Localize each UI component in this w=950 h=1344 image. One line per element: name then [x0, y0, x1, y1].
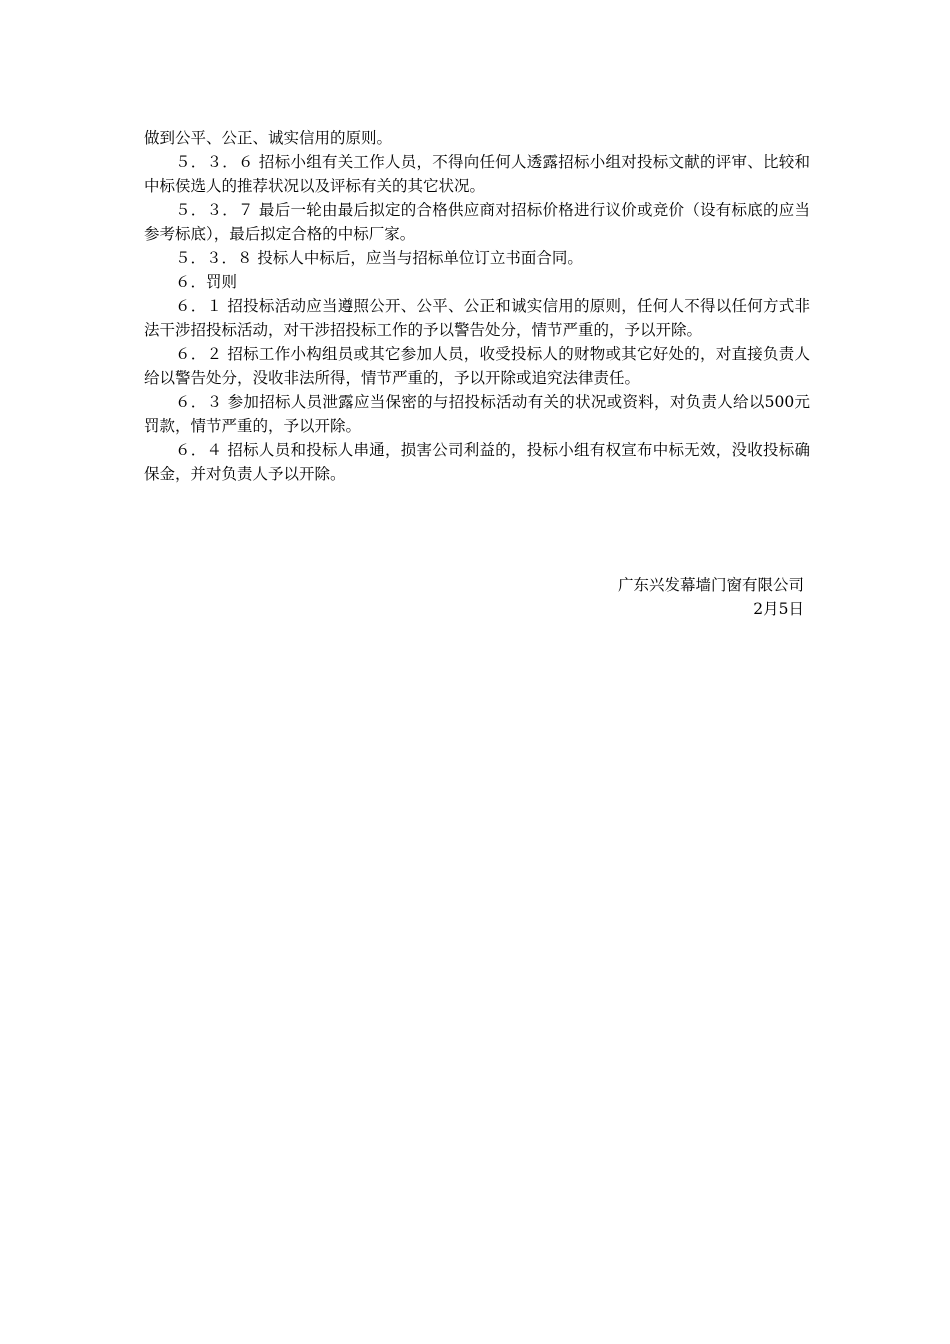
- section-heading-penalties: ６．罚则: [175, 273, 238, 291]
- paragraph-5-3-6: ５．３．６ 招标小组有关工作人员，不得向任何人透露招标小组对投标文献的评审、比较和中标侯选人的推荐状况以及评标有关的其它状况。: [144, 153, 810, 195]
- paragraph-5-3-7: ５．３．７ 最后一轮由最后拟定的合格供应商对招标价格进行议价或竞价（设有标底的应当参考标底），最后拟定合格的中标厂家。: [144, 201, 810, 243]
- paragraph-fair-principle: 做到公平、公正、诚实信用的原则。: [144, 129, 393, 147]
- signature-date: 2月5日: [753, 600, 804, 618]
- company-name: 广东兴发幕墙门窗有限公司: [617, 576, 804, 594]
- paragraph-6-1: ６．１ 招投标活动应当遵照公开、公平、公正和诚实信用的原则，任何人不得以任何方式非法干涉招投标活动，对干涉招投标工作的予以警告处分，情节严重的，予以开除。: [144, 297, 810, 339]
- paragraph-6-3: ６．３ 参加招标人员泄露应当保密的与招投标活动有关的状况或资料，对负责人给以500元罚款，情节严重的，予以开除。: [144, 393, 810, 435]
- paragraph-5-3-8: ５．３．８ 投标人中标后，应当与招标单位订立书面合同。: [175, 249, 583, 267]
- signature-block: [618, 573, 804, 621]
- paragraph-6-4: ６．４ 招标人员和投标人串通，损害公司利益的，投标小组有权宣布中标无效，没收投标确保金，并对负责人予以开除。: [144, 441, 810, 483]
- document-body: [144, 126, 810, 486]
- paragraph-6-2: ６．２ 招标工作小构组员或其它参加人员，收受投标人的财物或其它好处的，对直接负责人给以警告处分，没收非法所得，情节严重的，予以开除或追究法律责任。: [144, 345, 810, 387]
